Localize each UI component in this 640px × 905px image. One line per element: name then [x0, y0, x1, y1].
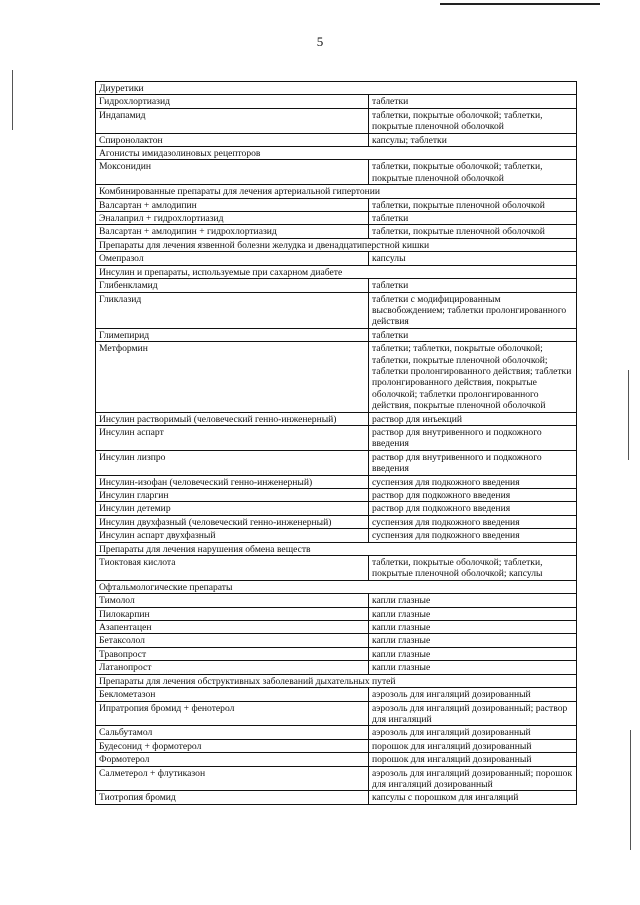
drug-name: Омепразол	[96, 252, 369, 265]
drug-row	[96, 108, 577, 133]
drug-name: Моксонидин	[96, 160, 369, 185]
drug-row	[96, 726, 577, 739]
drug-name: Глимепирид	[96, 328, 369, 341]
drug-row	[96, 489, 577, 502]
dosage-form: капли глазные	[369, 607, 577, 620]
drug-name: Формотерол	[96, 753, 369, 766]
dosage-form: аэрозоль для ингаляций дозированный; раствор для ингаляций	[369, 701, 577, 726]
drug-name: Будесонид + формотерол	[96, 739, 369, 752]
drug-row	[96, 475, 577, 488]
dosage-form: суспензия для подкожного введения	[369, 515, 577, 528]
drug-row	[96, 212, 577, 225]
section-title: Офтальмологические препараты	[96, 580, 577, 593]
drug-name: Спиронолактон	[96, 133, 369, 146]
dosage-form: таблетки, покрытые оболочкой; таблетки, покрытые пленочной оболочкой; капсулы	[369, 556, 577, 581]
drug-name: Валсартан + амлодипин + гидрохлортиазид	[96, 225, 369, 238]
drug-row	[96, 791, 577, 804]
scan-top-line	[440, 3, 600, 5]
drug-name: Инсулин аспарт	[96, 425, 369, 450]
drug-name: Инсулин аспарт двухфазный	[96, 529, 369, 542]
drug-row	[96, 225, 577, 238]
drug-row	[96, 198, 577, 211]
drug-name: Пилокарпин	[96, 607, 369, 620]
dosage-form: таблетки	[369, 212, 577, 225]
drug-name: Сальбутамол	[96, 726, 369, 739]
drug-row	[96, 621, 577, 634]
drug-name: Метформин	[96, 342, 369, 412]
drug-name: Инсулин-изофан (человеческий генно-инженерный)	[96, 475, 369, 488]
dosage-form: капсулы	[369, 252, 577, 265]
scan-left-mark	[12, 70, 13, 130]
section-row	[96, 580, 577, 593]
drug-row	[96, 450, 577, 475]
dosage-form: таблетки, покрытые оболочкой; таблетки, покрытые пленочной оболочкой	[369, 108, 577, 133]
drug-row	[96, 279, 577, 292]
dosage-form: суспензия для подкожного введения	[369, 475, 577, 488]
drug-name: Салметерол + флутиказон	[96, 766, 369, 791]
drug-name: Бетаксолол	[96, 634, 369, 647]
drug-row	[96, 252, 577, 265]
dosage-form: раствор для подкожного введения	[369, 502, 577, 515]
dosage-form: капли глазные	[369, 634, 577, 647]
section-row	[96, 238, 577, 251]
drug-name: Латанопрост	[96, 661, 369, 674]
drug-name: Азапентацен	[96, 621, 369, 634]
dosage-form: раствор для внутривенного и подкожного введения	[369, 450, 577, 475]
drug-row	[96, 95, 577, 108]
section-row	[96, 147, 577, 160]
drug-row	[96, 594, 577, 607]
section-title: Диуретики	[96, 82, 577, 95]
dosage-form: таблетки	[369, 95, 577, 108]
dosage-form: капсулы; таблетки	[369, 133, 577, 146]
drug-row	[96, 160, 577, 185]
section-title: Препараты для лечения язвенной болезни желудка и двенадцатиперстной кишки	[96, 238, 577, 251]
drug-row	[96, 739, 577, 752]
drug-row	[96, 342, 577, 412]
drug-name: Инсулин лизпро	[96, 450, 369, 475]
dosage-form: раствор для инъекций	[369, 412, 577, 425]
drug-name: Гидрохлортиазид	[96, 95, 369, 108]
dosage-form: аэрозоль для ингаляций дозированный; порошок для ингаляций дозированный	[369, 766, 577, 791]
dosage-form: таблетки, покрытые пленочной оболочкой	[369, 198, 577, 211]
dosage-form: аэрозоль для ингаляций дозированный	[369, 688, 577, 701]
drug-name: Беклометазон	[96, 688, 369, 701]
section-title: Инсулин и препараты, используемые при сахарном диабете	[96, 265, 577, 278]
dosage-form: раствор для внутривенного и подкожного введения	[369, 425, 577, 450]
dosage-form: капли глазные	[369, 661, 577, 674]
scan-right-mark	[628, 370, 629, 460]
drug-row	[96, 412, 577, 425]
dosage-form: капсулы с порошком для ингаляций	[369, 791, 577, 804]
section-title: Комбинированные препараты для лечения артериальной гипертонии	[96, 185, 577, 198]
drug-name: Тимолол	[96, 594, 369, 607]
drug-name: Глибенкламид	[96, 279, 369, 292]
drug-name: Инсулин двухфазный (человеческий генно-инженерный)	[96, 515, 369, 528]
drug-row	[96, 556, 577, 581]
drug-name: Валсартан + амлодипин	[96, 198, 369, 211]
drug-row	[96, 607, 577, 620]
drug-row	[96, 502, 577, 515]
drug-table	[95, 81, 577, 805]
dosage-form: таблетки	[369, 279, 577, 292]
dosage-form: таблетки, покрытые оболочкой; таблетки, покрытые пленочной оболочкой	[369, 160, 577, 185]
dosage-form: капли глазные	[369, 594, 577, 607]
dosage-form: раствор для подкожного введения	[369, 489, 577, 502]
page-number: 5	[316, 34, 324, 49]
drug-row	[96, 292, 577, 328]
drug-name: Травопрост	[96, 647, 369, 660]
section-row	[96, 265, 577, 278]
section-row	[96, 185, 577, 198]
drug-name: Тиотропия бромид	[96, 791, 369, 804]
drug-row	[96, 661, 577, 674]
drug-row	[96, 647, 577, 660]
dosage-form: порошок для ингаляций дозированный	[369, 753, 577, 766]
dosage-form: аэрозоль для ингаляций дозированный	[369, 726, 577, 739]
dosage-form: таблетки, покрытые пленочной оболочкой	[369, 225, 577, 238]
section-row	[96, 82, 577, 95]
drug-row	[96, 753, 577, 766]
drug-name: Индапамид	[96, 108, 369, 133]
dosage-form: порошок для ингаляций дозированный	[369, 739, 577, 752]
section-title: Агонисты имидазолиновых рецепторов	[96, 147, 577, 160]
drug-row	[96, 701, 577, 726]
drug-row	[96, 515, 577, 528]
scan-right-mark-lower	[630, 730, 631, 850]
dosage-form: таблетки с модифицированным высвобождением; таблетки пролонгированного действия	[369, 292, 577, 328]
drug-row	[96, 328, 577, 341]
drug-name: Инсулин растворимый (человеческий генно-инженерный)	[96, 412, 369, 425]
drug-name: Тиоктовая кислота	[96, 556, 369, 581]
dosage-form: суспензия для подкожного введения	[369, 529, 577, 542]
dosage-form: капли глазные	[369, 647, 577, 660]
drug-name: Инсулин детемир	[96, 502, 369, 515]
drug-row	[96, 688, 577, 701]
section-title: Препараты для лечения нарушения обмена веществ	[96, 542, 577, 555]
drug-row	[96, 425, 577, 450]
drug-row	[96, 634, 577, 647]
dosage-form: капли глазные	[369, 621, 577, 634]
drug-name: Гликлазид	[96, 292, 369, 328]
drug-row	[96, 529, 577, 542]
drug-row	[96, 766, 577, 791]
drug-name: Эналаприл + гидрохлортиазид	[96, 212, 369, 225]
drug-row	[96, 133, 577, 146]
drug-name: Инсулин гларгин	[96, 489, 369, 502]
section-row	[96, 674, 577, 687]
section-title: Препараты для лечения обструктивных заболеваний дыхательных путей	[96, 674, 577, 687]
dosage-form: таблетки	[369, 328, 577, 341]
dosage-form: таблетки; таблетки, покрытые оболочкой; таблетки, покрытые пленочной оболочкой; таблетки пролонгированного действия; таблетки пролонгированного действия, покрытые оболочкой; таблетки пролонгированного действия, покрытые пленочной оболочкой	[369, 342, 577, 412]
drug-name: Ипратропия бромид + фенотерол	[96, 701, 369, 726]
section-row	[96, 542, 577, 555]
